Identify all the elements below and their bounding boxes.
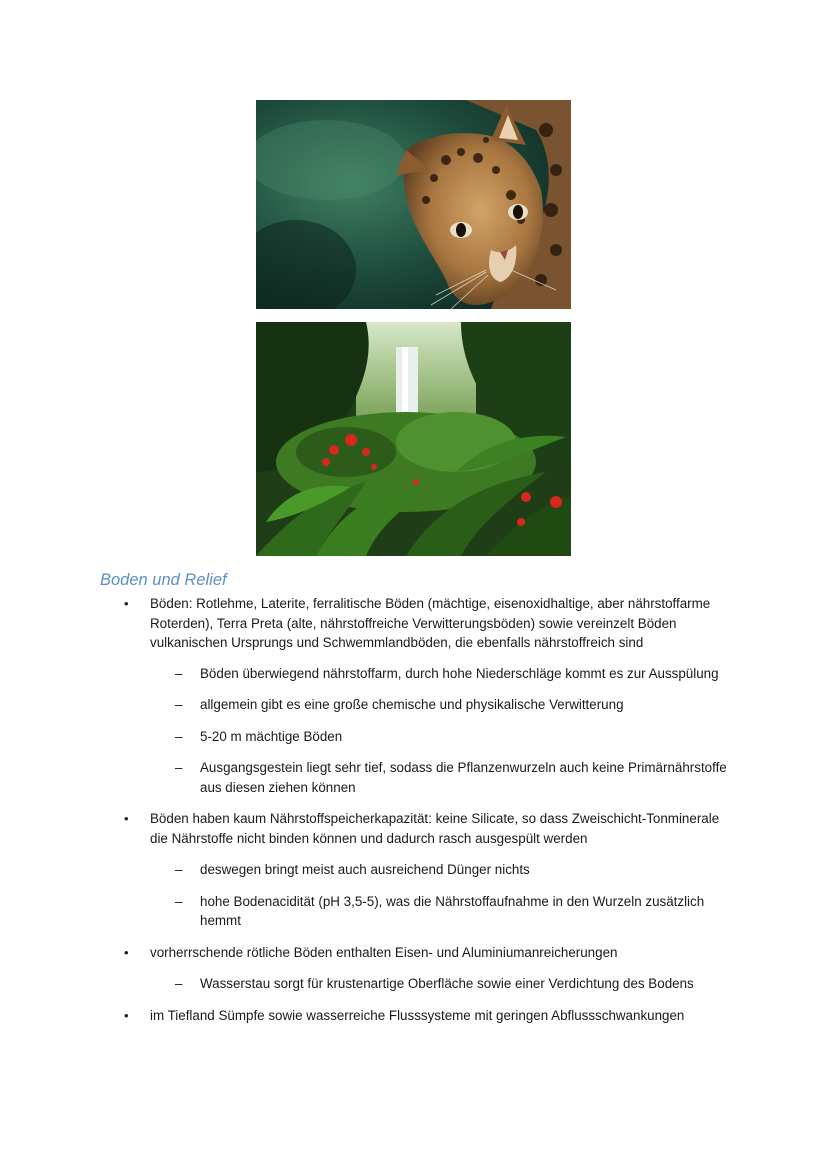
list-item <box>0 594 720 653</box>
sub-list-item <box>0 664 740 684</box>
sub-list-item-text: Wasserstau sorgt für krustenartige Oberfläche sowie einer Verdichtung des Bodens <box>200 976 694 991</box>
dash-marker: – <box>175 760 183 775</box>
sub-list-item <box>0 758 740 797</box>
bullet-marker: • <box>124 596 129 611</box>
list-item <box>0 1006 720 1026</box>
list-item-text: vorherrschende rötliche Böden enthalten Eisen- und Aluminiumanreicherungen <box>150 944 618 960</box>
bullet-marker: • <box>124 1007 129 1023</box>
dash-marker: – <box>175 893 183 909</box>
list-item-text: Böden: Rotlehme, Laterite, ferralitische Böden (mächtige, eisenoxidhaltige, aber nährstoffarme Roterden), Terra Preta (alte, nährstoffreiche Verwitterungsböden) sowie vereinzelt Böden vulkanischen Ursprungs und Schwemmlandböden, die ebenfalls nährstoffreich sind <box>150 596 711 650</box>
sub-list-item-text: deswegen bringt meist auch ausreichend Dünger nichts <box>200 862 530 877</box>
dash-marker: – <box>175 665 183 681</box>
sub-list-item <box>0 892 740 931</box>
sub-list-item-text: Ausgangsgestein liegt sehr tief, sodass die Pflanzenwurzeln auch keine Primärnährstoffe aus diesen ziehen können <box>200 760 727 795</box>
sub-list-item <box>0 727 740 747</box>
rainforest-photo <box>256 322 571 556</box>
ocelot-photo <box>256 100 571 309</box>
sub-list-item <box>0 695 740 715</box>
list-item-text: Böden haben kaum Nährstoffspeicherkapazität: keine Silicate, so dass Zweischicht-Tonminerale die Nährstoffe nicht binden können und dadurch rasch ausgespült werden <box>150 811 720 846</box>
dash-marker: – <box>175 697 183 712</box>
bullet-list <box>0 594 828 1037</box>
dash-marker: – <box>175 862 183 877</box>
section-heading: Boden und Relief <box>100 571 227 589</box>
sub-list-item-text: Böden überwiegend nährstoffarm, durch hohe Niederschläge kommt es zur Ausspülung <box>200 665 719 681</box>
sub-list-item-text: hohe Bodenacidität (pH 3,5-5), was die Nährstoffaufnahme in den Wurzeln zusätzlich hemmt <box>200 893 705 928</box>
sub-list-item-text: allgemein gibt es eine große chemische und physikalische Verwitterung <box>200 697 624 712</box>
list-item <box>0 809 720 848</box>
sub-list-item-text: 5-20 m mächtige Böden <box>200 728 343 744</box>
bullet-marker: • <box>124 944 129 960</box>
list-item-text: im Tiefland Sümpfe sowie wasserreiche Flusssysteme mit geringen Abflussschwankungen <box>150 1007 685 1023</box>
dash-marker: – <box>175 728 183 744</box>
sub-list-item <box>0 860 740 880</box>
dash-marker: – <box>175 976 183 991</box>
sub-list-item <box>0 974 760 994</box>
bullet-marker: • <box>124 811 129 826</box>
list-item <box>0 943 720 963</box>
